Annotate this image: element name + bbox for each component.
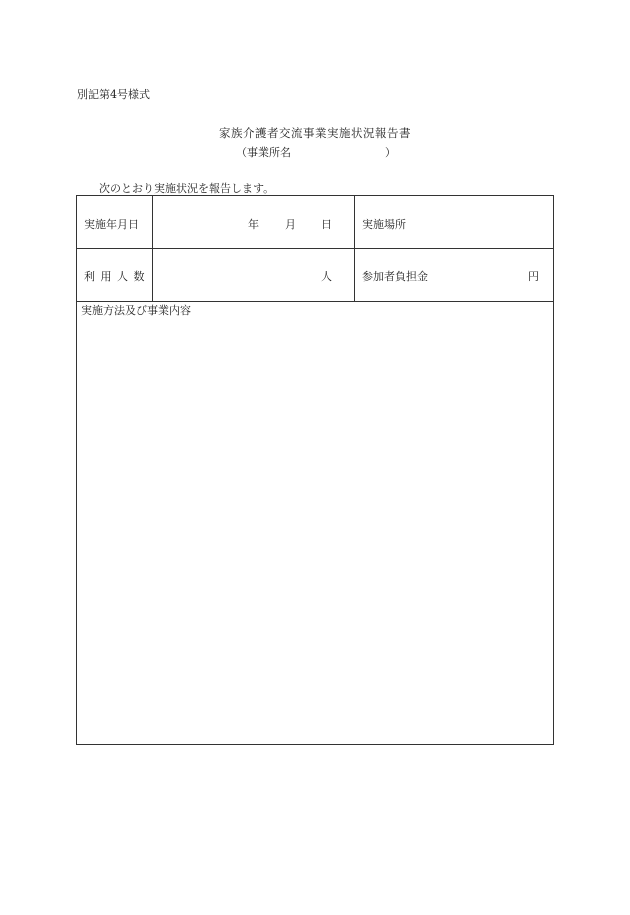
row-divider: [77, 248, 553, 249]
column-divider: [152, 196, 153, 301]
year-unit: 年: [248, 218, 259, 231]
document-title: 家族介護者交流事業実施状況報告書: [219, 126, 411, 140]
report-table: [76, 195, 554, 745]
day-unit: 日: [321, 218, 332, 231]
facility-name-label: （事業所名: [236, 146, 291, 159]
facility-name-close: ）: [385, 146, 396, 159]
fee-unit: 円: [528, 270, 539, 283]
month-unit: 月: [285, 218, 296, 231]
content-label: 実施方法及び事業内容: [81, 304, 191, 317]
column-divider: [354, 196, 355, 301]
users-unit: 人: [321, 270, 332, 283]
place-label: 実施場所: [362, 218, 406, 231]
users-label: 利 用 人 数: [84, 270, 146, 283]
intro-text: 次のとおり実施状況を報告します。: [99, 182, 275, 195]
fee-label: 参加者負担金: [362, 270, 428, 283]
form-number: 別記第4号様式: [77, 88, 150, 101]
date-label: 実施年月日: [84, 218, 139, 231]
